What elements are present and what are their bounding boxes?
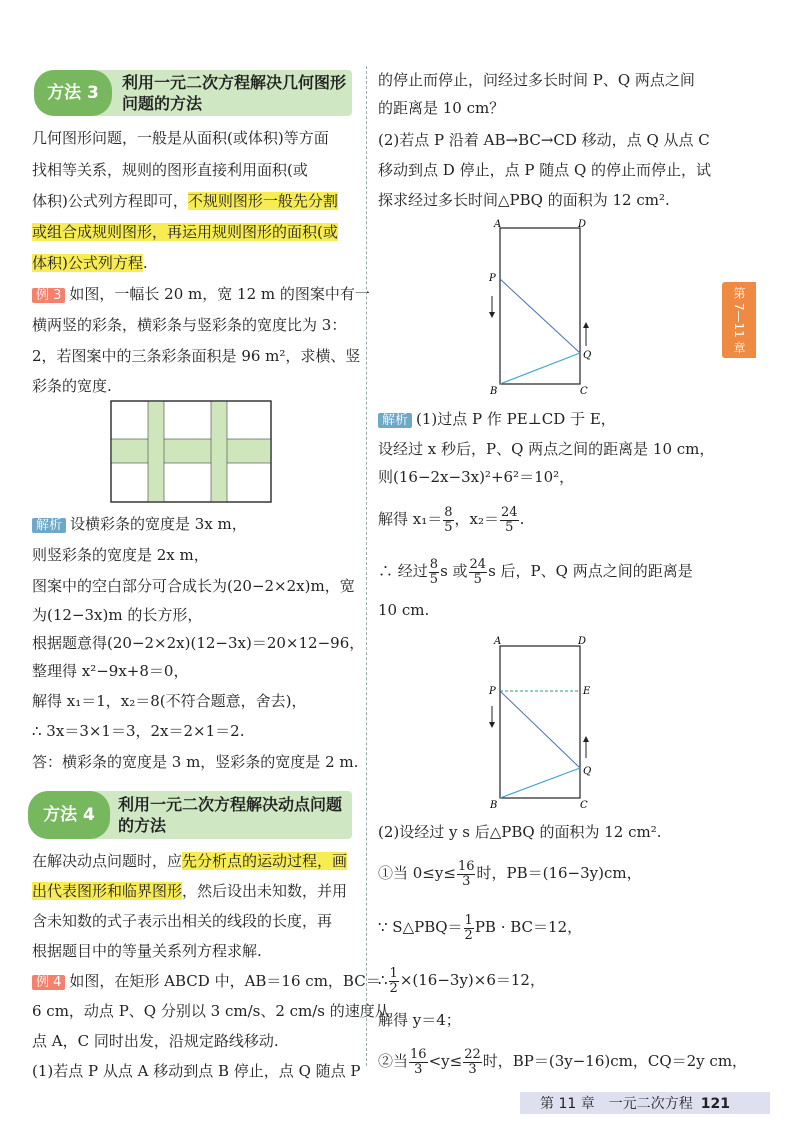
frac-den: 3 [468, 1061, 477, 1077]
sol3-line3: 图案中的空白部分可合成长为(20−2×2x)m，宽 [32, 577, 355, 595]
m3-body-line4 [32, 222, 338, 242]
ex4-right-line2: 的距离是 10 cm？ [378, 99, 505, 117]
ex3-label: 例 3 [32, 288, 65, 303]
m4-body-line2 [32, 881, 347, 901]
m3-highlight-1: 不规则图形一般先分割 [187, 192, 338, 210]
fig1-label-c: C [580, 386, 588, 397]
m3-body-line5 [32, 253, 148, 273]
sol3-line5: 根据题意得(20−2×2x)(12−3x)＝20×12−96， [32, 634, 365, 652]
m4-body-line2-text: ，然后设出未知数，并用 [182, 882, 348, 900]
sol4-line3: 则(16−2x−3x)²+6²＝10²， [378, 468, 575, 486]
ex3-line2: 横两竖的彩条，横彩条与竖彩条的宽度比为 3： [32, 316, 347, 334]
sol4-line10-b: ×(16−3y)×6＝12， [399, 971, 545, 989]
sol4-line11: 解得 y＝4； [378, 1011, 461, 1029]
frac-den: 2 [464, 927, 473, 943]
m3-body-line1: 几何图形问题，一般是从面积(或体积)等方面 [32, 129, 329, 147]
fig1-label-b: B [490, 386, 498, 397]
fraction-8-5-b [429, 558, 439, 587]
m3-body-line3-text: 体积)公式列方程即可， [32, 192, 188, 210]
m4-body-line1-text: 在解决动点问题时，应 [32, 852, 183, 870]
fraction-16-3-a [457, 860, 476, 889]
ex4-line2: 6 cm，动点 P、Q 分别以 3 cm/s、2 cm/s 的速度从 [32, 1002, 390, 1020]
frac-num: 1 [389, 965, 398, 981]
sol4-line5-b: s 或 [440, 562, 468, 580]
fig1-label-q: Q [583, 350, 592, 361]
sol4-line5-c: s 后，P、Q 两点之间的距离是 [488, 562, 693, 580]
m4-body-line3: 含未知数的式子表示出相关的线段的长度，再 [32, 912, 333, 930]
fig2-label-d: D [578, 636, 587, 647]
fig1-label-p: P [489, 273, 496, 284]
column-divider [366, 66, 367, 1066]
frac-num: 16 [410, 1046, 427, 1062]
sol4-line7: (2)设经过 y s 后△PBQ 的面积为 12 cm². [378, 823, 662, 841]
m3-body-line2: 找相等关系，规则的图形直接利用面积(或 [32, 161, 308, 179]
fraction-1-2-b [389, 967, 399, 996]
ex3-vertical-stripe-1 [148, 401, 164, 502]
sol4-line4-b: ，x₂＝ [454, 510, 500, 528]
fig1-rectangle [500, 228, 580, 384]
sol4-line8 [378, 858, 642, 889]
ex4-right-line1: 的停止而停止，问经过多长时间 P、Q 两点之间 [378, 71, 695, 89]
fig2-label-c: C [580, 800, 588, 811]
fraction-1-2-a [464, 914, 474, 943]
m3-highlight-3: 体积)公式列方程 [32, 254, 143, 272]
ex4-right-line5: 探求经过多长时间△PBQ 的面积为 12 cm². [378, 191, 670, 209]
method3-title-line2: 问题的方法 [122, 94, 203, 113]
sol3-text1: 设横彩条的宽度是 3x m， [70, 515, 247, 533]
sol4-label: 解析 [378, 413, 412, 428]
fraction-24-5-a [500, 506, 519, 535]
sol4-line4-a: 解得 x₁＝ [378, 510, 443, 528]
ex3-text1: 如图，一幅长 20 m，宽 12 m 的图案中有一 [69, 285, 370, 303]
sol4-line5 [378, 556, 693, 587]
m3-highlight-2: 或组合成规则图形，再运用规则图形的面积(或 [32, 223, 338, 241]
sol4-line5-a: ∴ 经过 [378, 562, 428, 580]
fig1-label-a: A [494, 219, 502, 230]
sol4-line9-b: PB · BC＝12， [474, 918, 583, 936]
m4-body-line4: 根据题目中的等量关系列方程求解. [32, 942, 262, 960]
sol3-label: 解析 [32, 518, 66, 533]
ex4-line4: (1)若点 P 从点 A 移动到点 B 停止，点 Q 随点 P [32, 1062, 361, 1080]
frac-num: 24 [469, 556, 487, 572]
sol4-line2: 设经过 x 秒后，P、Q 两点之间的距离是 10 cm， [378, 440, 715, 458]
ex4-line3: 点 A，C 同时出发，沿规定路线移动. [32, 1032, 279, 1050]
ex3-line4: 彩条的宽度. [32, 377, 112, 395]
method4-header [28, 791, 352, 839]
fig1-segment-bq [500, 353, 580, 384]
footer-chapter: 第 11 章 一元二次方程 [540, 1096, 693, 1112]
sol4-line12-b: <y≤ [428, 1052, 463, 1070]
sol3-line7: 解得 x₁＝1，x₂＝8(不符合题意，舍去)， [32, 692, 307, 710]
fig2-segment-pq [500, 691, 580, 768]
sol4-line9 [378, 912, 582, 943]
method3-title-line1: 利用一元二次方程解决几何图形 [122, 73, 347, 92]
method3-badge: 方法 3 [34, 70, 112, 116]
fig2-label-a: A [494, 636, 502, 647]
frac-num: 22 [464, 1046, 481, 1062]
fig1-label-d: D [578, 219, 587, 230]
sol4-line4 [378, 504, 524, 535]
sol3-line4: 为(12−3x)m 的长方形， [32, 606, 203, 624]
sol4-line8-b: 时，PB＝(16−3y)cm， [476, 864, 642, 882]
frac-num: 1 [464, 912, 473, 928]
ex4-right-line3: (2)若点 P 沿着 AB→BC→CD 移动，点 Q 从点 C [378, 131, 710, 149]
frac-den: 5 [505, 519, 514, 535]
method4-title-line2: 的方法 [118, 816, 167, 835]
sol4-text1: (1)过点 P 作 PE⊥CD 于 E， [416, 410, 616, 428]
ex3-line1 [32, 284, 370, 306]
sol3-line6: 整理得 x²−9x+8＝0， [32, 662, 189, 680]
method4-title-line1: 利用一元二次方程解决动点问题 [118, 795, 343, 814]
method4-badge: 方法 4 [28, 791, 110, 839]
fraction-24-5-b [469, 558, 488, 587]
fig2-rectangle [500, 646, 580, 798]
ex4-figure-1 [480, 218, 600, 398]
ex4-right-line4: 移动到点 D 停止，点 P 随点 Q 的停止而停止，试 [378, 161, 712, 179]
sol4-line4-c: . [519, 510, 525, 528]
ex4-figure-2 [480, 634, 600, 812]
ex3-line3: 2，若图案中的三条彩条面积是 96 m²，求横、竖 [32, 347, 361, 365]
ex4-text1: 如图，在矩形 ABCD 中，AB＝16 cm，BC＝ [69, 972, 381, 990]
method3-header [34, 70, 352, 116]
sol4-line9-a: ∵ S△PBQ＝ [378, 918, 463, 936]
frac-den: 2 [389, 980, 398, 996]
sol4-line6: 10 cm. [378, 601, 430, 619]
frac-num: 8 [444, 504, 453, 520]
m3-body-line5-end: . [142, 254, 148, 272]
ex3-figure [110, 400, 272, 503]
frac-den: 5 [444, 519, 453, 535]
ex4-label: 例 4 [32, 975, 65, 990]
frac-num: 16 [457, 858, 475, 874]
m3-body-line3 [32, 191, 338, 211]
fig2-label-p: P [489, 686, 496, 697]
fig1-segment-pq [500, 279, 580, 353]
frac-num: 24 [501, 504, 518, 520]
fraction-8-5-a [443, 506, 453, 535]
m4-highlight-2: 出代表图形和临界图形 [32, 882, 183, 900]
frac-den: 3 [414, 1061, 423, 1077]
sol4-line12 [378, 1046, 747, 1077]
fraction-16-3-b [409, 1048, 428, 1077]
m4-highlight-1: 先分析点的运动过程，画 [182, 852, 348, 870]
fraction-22-3 [463, 1048, 482, 1077]
fig2-label-q: Q [583, 766, 592, 777]
sol4-line8-a: ①当 0≤y≤ [378, 864, 456, 882]
frac-den: 5 [429, 571, 439, 587]
sol4-line12-a: ②当 [378, 1052, 409, 1070]
ex3-horizontal-stripe [111, 439, 271, 463]
frac-num: 8 [429, 556, 439, 572]
footer [540, 1093, 730, 1113]
sol3-line1 [32, 514, 247, 536]
sol4-line12-c: 时，BP＝(3y−16)cm，CQ＝2y cm， [482, 1052, 748, 1070]
fig2-label-b: B [490, 800, 498, 811]
sol3-line8: ∴ 3x＝3×1＝3，2x＝2×1＝2. [32, 722, 245, 740]
chapter-side-tab[interactable]: 第 7—11 章 [722, 282, 756, 358]
sol3-line2: 则竖彩条的宽度是 2x m， [32, 546, 209, 564]
fig2-segment-bq [500, 768, 580, 798]
frac-den: 5 [473, 571, 482, 587]
frac-den: 3 [462, 873, 471, 889]
sol4-line10-a: ∴ [378, 971, 388, 989]
sol4-line10 [378, 965, 545, 996]
ex4-line1 [32, 971, 381, 993]
ex3-vertical-stripe-2 [211, 401, 227, 502]
page-number: 121 [700, 1096, 730, 1112]
sol3-line9: 答：横彩条的宽度是 3 m，竖彩条的宽度是 2 m. [32, 753, 359, 771]
fig2-label-e: E [583, 686, 591, 697]
m4-body-line1 [32, 851, 347, 871]
sol4-line1 [378, 409, 616, 431]
